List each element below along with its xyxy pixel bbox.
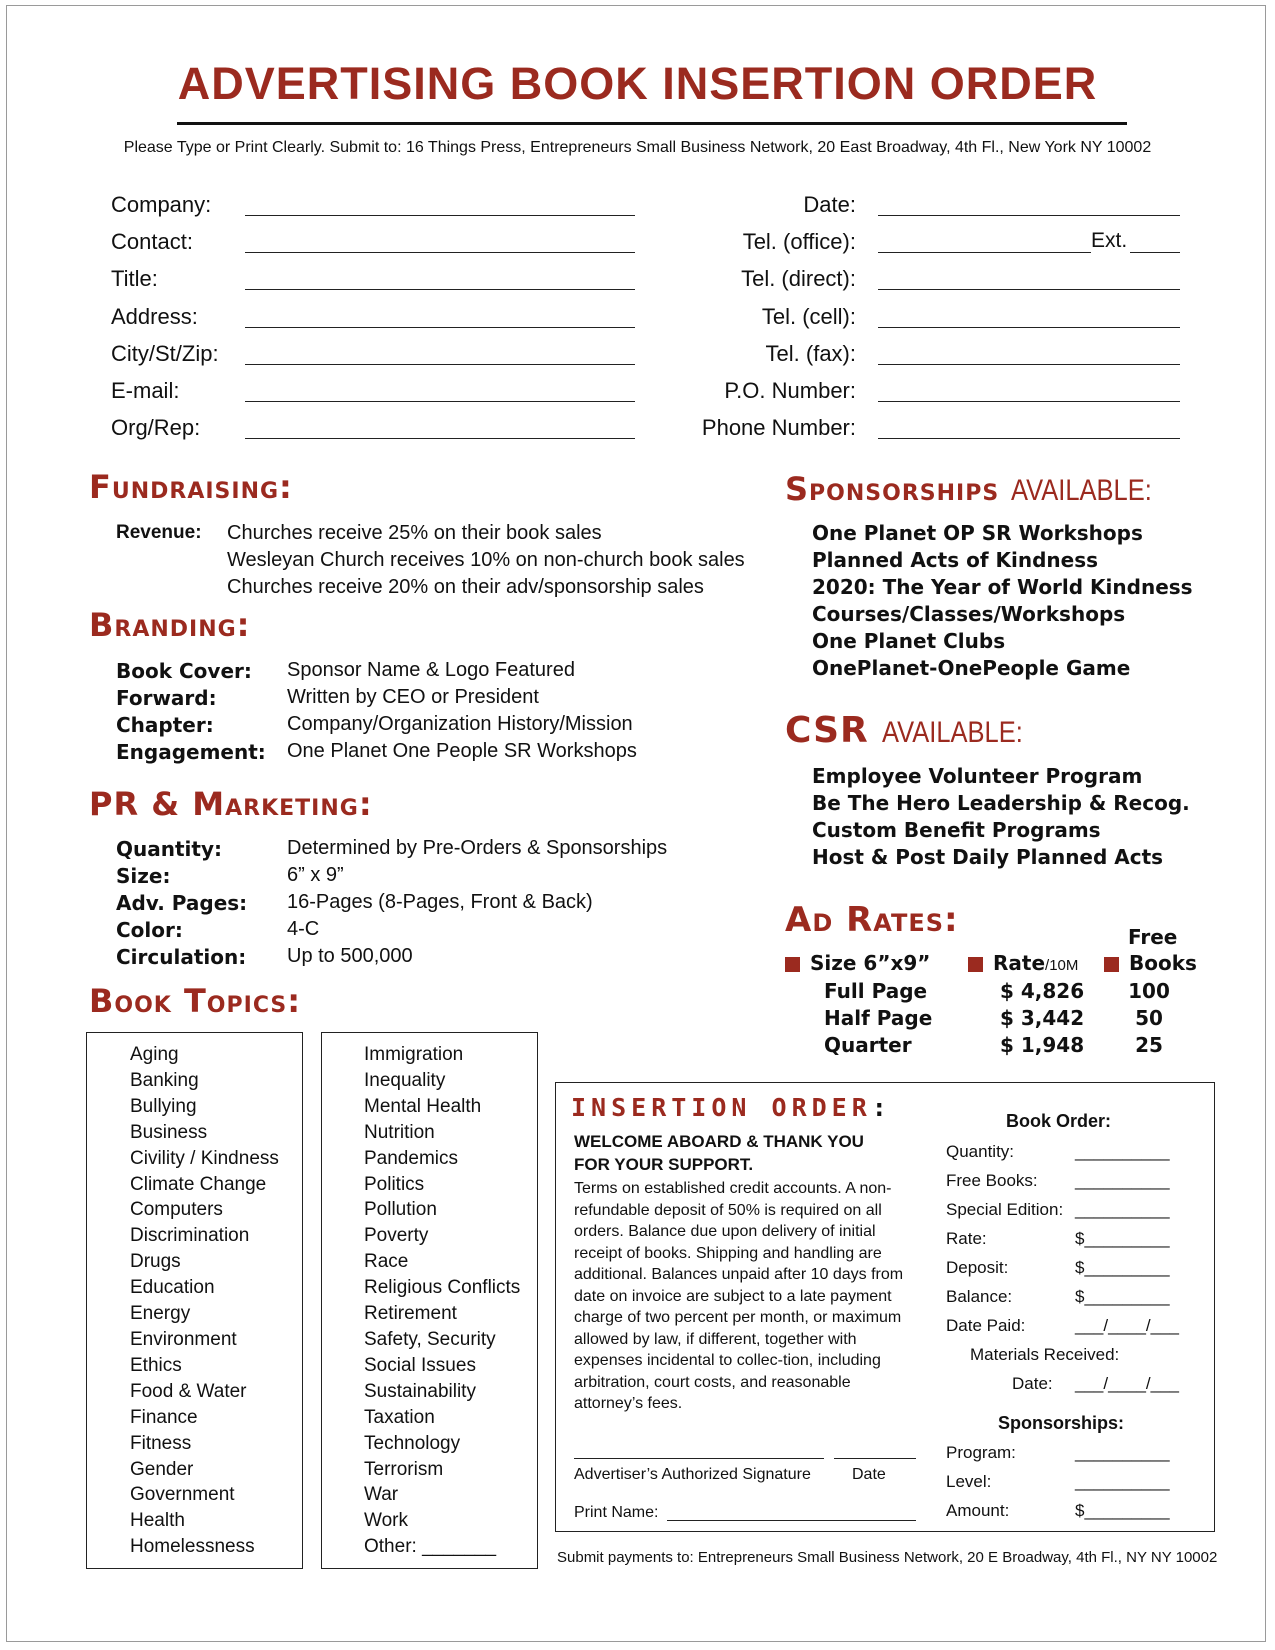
- chapter-value: Company/Organization History/Mission: [287, 713, 633, 735]
- order-balance-field[interactable]: $_________: [1075, 1287, 1170, 1306]
- date-field[interactable]: [878, 215, 1180, 216]
- sponsorship-item: 2020: The Year of World Kindness: [812, 575, 1193, 599]
- signature-date-label: Date: [852, 1466, 886, 1483]
- topic-item: Health: [130, 1510, 185, 1532]
- topic-item: Poverty: [364, 1225, 429, 1247]
- po-number-label: P.O. Number:: [724, 378, 856, 403]
- payment-footer: Submit payments to: Entrepreneurs Small Business Network, 20 E Broadway, 4th Fl., NY NY 10002: [557, 1549, 1218, 1566]
- revenue-line: Churches receive 25% on their book sales: [227, 522, 602, 544]
- sponsorships-available: AVAILABLE:: [1011, 474, 1153, 507]
- po-number-field[interactable]: [878, 401, 1180, 402]
- company-label: Company:: [111, 192, 212, 217]
- rate-column-label: Rate: [993, 951, 1046, 975]
- rate-books: 25: [1135, 1033, 1163, 1057]
- color-value: 4-C: [287, 918, 320, 940]
- order-balance-label: Balance:: [946, 1287, 1013, 1306]
- csr-heading-text: CSR: [785, 710, 869, 751]
- address-field[interactable]: [245, 327, 635, 328]
- book-cover-label: Book Cover:: [116, 659, 252, 683]
- topic-item: Safety, Security: [364, 1328, 496, 1350]
- revenue-line: Churches receive 20% on their adv/sponsorship sales: [227, 576, 704, 598]
- program-label: Program:: [946, 1443, 1016, 1462]
- topic-item: Banking: [130, 1069, 199, 1091]
- rate-size: Half Page: [824, 1006, 933, 1030]
- engagement-label: Engagement:: [116, 740, 266, 764]
- csr-item: Host & Post Daily Planned Acts: [812, 845, 1164, 869]
- topic-item: Inequality: [364, 1069, 446, 1091]
- terms-text: Terms on established credit accounts. A non-refundable deposit of 50% is required on all orders. Balance due upon delivery of initial receipt of books. Shipping and handling are additional. Balances unpaid after 10 days from date on invoice are subject to a late payment charge of two percent per month, or maximum allowed by law, if different, together with expenses incidental to collec-tion, including arbitration, court costs, and reasonable attorney’s fees.: [574, 1180, 904, 1412]
- topic-item: Other: _______: [364, 1536, 497, 1558]
- rate-size: Full Page: [824, 979, 928, 1003]
- print-name-field[interactable]: [667, 1520, 916, 1521]
- revenue-label: Revenue:: [116, 522, 202, 543]
- title-rule: [177, 122, 1127, 125]
- rate-column-header: [968, 951, 1078, 975]
- rate-price: $ 3,442: [1000, 1006, 1085, 1030]
- topic-item: Social Issues: [364, 1354, 476, 1376]
- materials-date-label: Date:: [1012, 1374, 1053, 1393]
- csr-item: Employee Volunteer Program: [812, 764, 1143, 788]
- tel-fax-label: Tel. (fax):: [765, 341, 856, 366]
- rate-price: $ 1,948: [1000, 1033, 1085, 1057]
- bullet-square-icon: [785, 957, 800, 972]
- topic-item: Aging: [130, 1044, 179, 1065]
- topic-item: Sustainability: [364, 1380, 476, 1402]
- books-column-header: [1104, 951, 1197, 975]
- tel-direct-label: Tel. (direct):: [741, 266, 856, 291]
- level-field[interactable]: __________: [1075, 1472, 1170, 1491]
- phone-number-label: Phone Number:: [701, 415, 856, 440]
- sponsorship-item: OnePlanet-OnePeople Game: [812, 656, 1131, 680]
- rate-unit: /10M: [1045, 957, 1079, 974]
- branding-heading: Branding:: [89, 606, 251, 644]
- topic-item: Mental Health: [364, 1095, 482, 1117]
- ext-field[interactable]: [1130, 252, 1180, 253]
- order-quantity-label: Quantity:: [946, 1142, 1015, 1161]
- submit-instructions: Please Type or Print Clearly. Submit to: 16 Things Press, Entrepreneurs Small Business Network, 20 East Broadway, 4th Fl., New York NY 10002: [123, 139, 1152, 156]
- city-st-zip-field[interactable]: [245, 364, 635, 365]
- topic-item: Finance: [130, 1406, 198, 1428]
- topics-list-2: [364, 1042, 520, 1560]
- sponsorship-item: Planned Acts of Kindness: [812, 548, 1099, 572]
- csr-heading: [785, 710, 1048, 751]
- topic-item: Race: [364, 1251, 409, 1273]
- topic-item: Drugs: [130, 1251, 181, 1273]
- topic-item: Pollution: [364, 1199, 437, 1221]
- topic-item: Food & Water: [130, 1380, 247, 1402]
- topic-item: War: [364, 1484, 399, 1506]
- topic-item: Gender: [130, 1458, 194, 1480]
- topic-item: Computers: [130, 1199, 223, 1221]
- size-column-header: [785, 951, 930, 975]
- tel-cell-label: Tel. (cell):: [761, 304, 856, 329]
- adv-pages-value: 16-Pages (8-Pages, Front & Back): [287, 891, 593, 913]
- topic-item: Work: [364, 1510, 408, 1532]
- date-label: Date:: [803, 192, 856, 217]
- book-topics-heading: Book Topics:: [89, 982, 302, 1020]
- free-label: Free: [1128, 925, 1178, 949]
- topic-item: Immigration: [364, 1044, 464, 1065]
- title-label: Title:: [111, 266, 158, 291]
- welcome-message: WELCOME ABOARD & THANK YOU FOR YOUR SUPPORT.: [574, 1132, 864, 1174]
- sponsorships-order-heading: Sponsorships:: [998, 1413, 1125, 1433]
- circulation-label: Circulation:: [116, 945, 247, 969]
- org-rep-field[interactable]: [245, 438, 635, 439]
- signature-label: Advertiser’s Authorized Signature: [574, 1466, 811, 1483]
- topic-item: Religious Conflicts: [364, 1277, 521, 1299]
- sponsorships-heading-text: Sponsorships: [785, 470, 1000, 508]
- forward-label: Forward:: [116, 686, 217, 710]
- rate-books: 50: [1135, 1006, 1163, 1030]
- size-label: Size:: [116, 864, 171, 888]
- rate-price: $ 4,826: [1000, 979, 1085, 1003]
- print-name-label: Print Name:: [574, 1504, 659, 1521]
- chapter-label: Chapter:: [116, 713, 214, 737]
- contact-label: Contact:: [111, 229, 193, 254]
- circulation-value: Up to 500,000: [287, 945, 413, 967]
- order-date-paid-field[interactable]: ___/____/___: [1075, 1316, 1179, 1335]
- materials-received-label: Materials Received:: [970, 1345, 1120, 1364]
- topic-item: Bullying: [130, 1095, 197, 1117]
- insertion-order-heading: [571, 1093, 892, 1122]
- color-label: Color:: [116, 918, 183, 942]
- signature-field[interactable]: [574, 1458, 824, 1459]
- rate-size: Quarter: [824, 1033, 912, 1057]
- insertion-order-colon: :: [871, 1093, 892, 1122]
- phone-number-field[interactable]: [878, 438, 1180, 439]
- adv-pages-label: Adv. Pages:: [116, 891, 248, 915]
- program-field[interactable]: __________: [1075, 1443, 1170, 1462]
- topic-item: Terrorism: [364, 1458, 444, 1480]
- email-field[interactable]: [245, 401, 635, 402]
- size-value: 6” x 9”: [287, 864, 344, 886]
- order-free-books-label: Free Books:: [946, 1171, 1038, 1190]
- size-column-label: Size 6”x9”: [810, 951, 931, 975]
- pr-marketing-heading: PR & Marketing:: [89, 785, 373, 823]
- sponsorship-item: One Planet Clubs: [812, 629, 1006, 653]
- bullet-square-icon: [968, 957, 983, 972]
- sponsorship-item: Courses/Classes/Workshops: [812, 602, 1126, 626]
- topic-item: Retirement: [364, 1303, 457, 1325]
- quantity-value: Determined by Pre-Orders & Sponsorships: [287, 837, 668, 859]
- sponsorships-heading: [785, 470, 1177, 508]
- tel-office-label: Tel. (office):: [742, 229, 856, 254]
- sponsorship-item: One Planet OP SR Workshops: [812, 521, 1143, 545]
- book-cover-value: Sponsor Name & Logo Featured: [287, 659, 575, 681]
- topic-item: Energy: [130, 1303, 191, 1325]
- insertion-order-title: INSERTION ORDER: [571, 1093, 872, 1122]
- csr-available: AVAILABLE:: [882, 716, 1024, 749]
- address-label: Address:: [111, 304, 198, 329]
- topics-box-1: [86, 1032, 303, 1569]
- order-special-edition-field[interactable]: __________: [1075, 1200, 1170, 1219]
- topic-item: Environment: [130, 1328, 237, 1350]
- signature-date-field[interactable]: [834, 1458, 916, 1459]
- materials-date-field[interactable]: ___/____/___: [1075, 1374, 1179, 1393]
- topic-item: Education: [130, 1277, 215, 1299]
- amount-field[interactable]: $_________: [1075, 1501, 1170, 1520]
- order-free-books-field[interactable]: __________: [1075, 1171, 1170, 1190]
- contact-field[interactable]: [245, 252, 635, 253]
- topic-item: Business: [130, 1121, 208, 1143]
- title-field[interactable]: [245, 289, 635, 290]
- topics-list-1: [130, 1042, 279, 1560]
- tel-office-field[interactable]: [878, 252, 1091, 253]
- rate-books: 100: [1128, 979, 1170, 1003]
- books-column-label: Books: [1129, 951, 1197, 975]
- topic-item: Discrimination: [130, 1225, 250, 1247]
- revenue-line: Wesleyan Church receives 10% on non-church book sales: [227, 549, 745, 571]
- topic-item: Government: [130, 1484, 235, 1506]
- order-date-paid-label: Date Paid:: [946, 1316, 1026, 1335]
- tel-cell-field[interactable]: [878, 327, 1180, 328]
- org-rep-label: Org/Rep:: [111, 415, 201, 440]
- quantity-label: Quantity:: [116, 837, 222, 861]
- forward-value: Written by CEO or President: [287, 686, 539, 708]
- page-title: ADVERTISING BOOK INSERTION ORDER: [177, 58, 1098, 109]
- book-order-heading: Book Order:: [1006, 1111, 1112, 1131]
- topic-item: Fitness: [130, 1432, 192, 1454]
- fundraising-heading: Fundraising:: [89, 468, 293, 506]
- company-field[interactable]: [245, 215, 635, 216]
- csr-item: Custom Benefit Programs: [812, 818, 1101, 842]
- order-deposit-label: Deposit:: [946, 1258, 1009, 1277]
- topic-item: Civility / Kindness: [130, 1147, 279, 1169]
- engagement-value: One Planet One People SR Workshops: [287, 740, 637, 762]
- topic-item: Pandemics: [364, 1147, 458, 1169]
- topic-item: Nutrition: [364, 1121, 435, 1143]
- topic-item: Technology: [364, 1432, 461, 1454]
- city-st-zip-label: City/St/Zip:: [111, 341, 219, 366]
- ext-label: Ext.: [1091, 229, 1128, 252]
- topic-item: Taxation: [364, 1406, 435, 1428]
- order-rate-label: Rate:: [946, 1229, 987, 1248]
- order-rate-field[interactable]: $_________: [1075, 1229, 1170, 1248]
- topic-item: Homelessness: [130, 1536, 255, 1558]
- tel-fax-field[interactable]: [878, 364, 1180, 365]
- ad-rates-heading: Ad Rates:: [785, 900, 959, 940]
- order-deposit-field[interactable]: $_________: [1075, 1258, 1170, 1277]
- topic-item: Ethics: [130, 1354, 182, 1376]
- topic-item: Politics: [364, 1173, 425, 1195]
- topics-box-2: [321, 1032, 538, 1569]
- csr-item: Be The Hero Leadership & Recog.: [812, 791, 1190, 815]
- order-quantity-field[interactable]: __________: [1075, 1142, 1170, 1161]
- order-special-edition-label: Special Edition:: [946, 1200, 1064, 1219]
- level-label: Level:: [946, 1472, 992, 1491]
- bullet-square-icon: [1104, 957, 1119, 972]
- tel-direct-field[interactable]: [878, 289, 1180, 290]
- topic-item: Climate Change: [130, 1173, 267, 1195]
- email-label: E-mail:: [111, 378, 180, 403]
- amount-label: Amount:: [946, 1501, 1010, 1520]
